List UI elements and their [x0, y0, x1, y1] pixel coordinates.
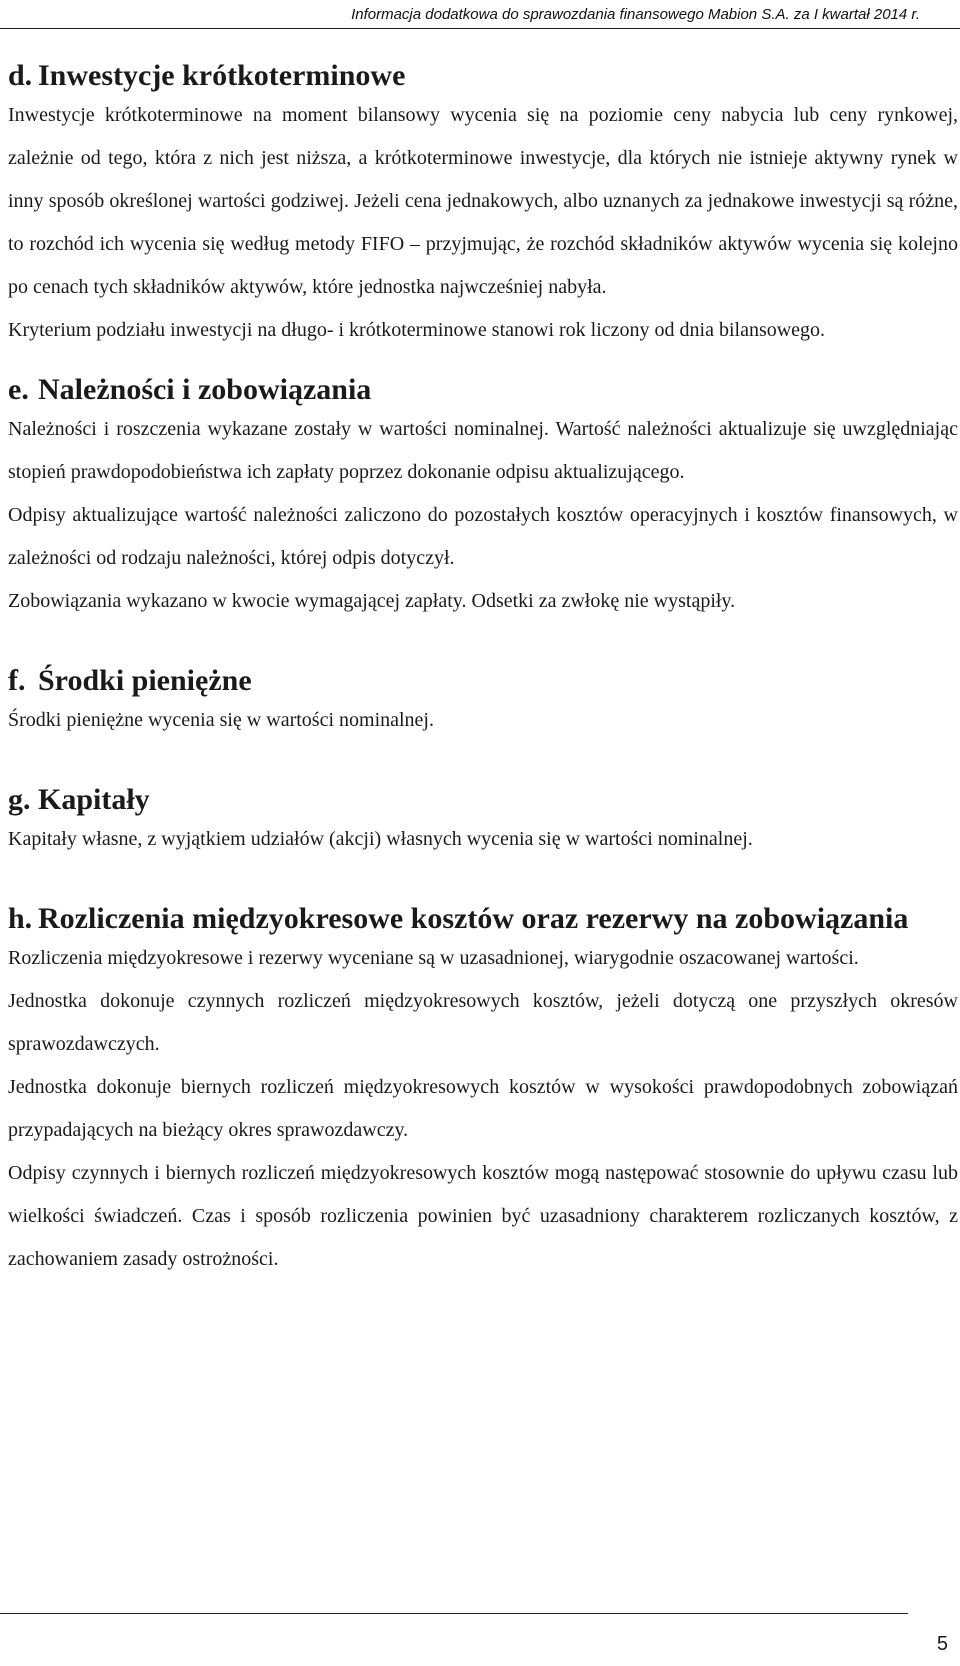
- section-title-e: [8, 372, 958, 408]
- paragraph: Kapitały własne, z wyjątkiem udziałów (akcji) własnych wycenia się w wartości nominalnej.: [8, 828, 753, 850]
- section-heading: Rozliczenia międzyokresowe kosztów oraz rezerwy na zobowiązania: [38, 902, 909, 935]
- section-letter: h.: [8, 902, 33, 935]
- document-body: [8, 58, 958, 1281]
- paragraph: Jednostka dokonuje czynnych rozliczeń międzyokresowych kosztów, jeżeli dotyczą one przyszłych okresów sprawozdawczych.: [8, 990, 958, 1055]
- paragraph: Jednostka dokonuje biernych rozliczeń międzyokresowych kosztów w wysokości prawdopodobnych zobowiązań przypadających na bieżący okres sprawozdawczy.: [8, 1076, 958, 1141]
- section-title-h: [8, 901, 958, 937]
- section-letter: e.: [8, 373, 29, 406]
- section-title-f: [8, 663, 958, 699]
- header-divider: [0, 28, 960, 29]
- paragraph: Inwestycje krótkoterminowe na moment bilansowy wycenia się na poziomie ceny nabycia lub ceny rynkowej, zależnie od tego, która z nich jest niższa, a krótkoterminowe inwestycje, dla których nie istnieje aktywny rynek w inny sposób określonej wartości godziwej. Jeżeli cena jednakowych, albo uznanych za jednakowe inwestycji są różne, to rozchód ich wycenia się według metody FIFO – przyjmując, że rozchód składników aktywów wycenia się kolejno po cenach tych składników aktywów, które jednostka najwcześniej nabyła.: [8, 104, 958, 298]
- section-title-g: [8, 782, 958, 818]
- paragraph: Odpisy aktualizujące wartość należności zaliczono do pozostałych kosztów operacyjnych i kosztów finansowych, w zależności od rodzaju należności, której odpis dotyczył.: [8, 504, 958, 569]
- paragraph: Należności i roszczenia wykazane zostały w wartości nominalnej. Wartość należności aktualizuje się uwzględniając stopień prawdopodobieństwa ich zapłaty poprzez dokonanie odpisu aktualizującego.: [8, 418, 958, 483]
- paragraph: Odpisy czynnych i biernych rozliczeń międzyokresowych kosztów mogą następować stosownie do upływu czasu lub wielkości świadczeń. Czas i sposób rozliczenia powinien być uzasadniony charakterem rozliczanych kosztów, z zachowaniem zasady ostrożności.: [8, 1162, 958, 1270]
- section-letter: d.: [8, 59, 33, 92]
- section-heading: Środki pieniężne: [38, 664, 252, 697]
- page-number: 5: [936, 1633, 948, 1655]
- section-title-d: [8, 58, 958, 94]
- section-heading: Inwestycje krótkoterminowe: [38, 59, 406, 92]
- section-heading: Kapitały: [38, 783, 150, 816]
- section-heading: Należności i zobowiązania: [38, 373, 372, 406]
- section-letter: g.: [8, 783, 31, 816]
- paragraph: Zobowiązania wykazano w kwocie wymagającej zapłaty. Odsetki za zwłokę nie wystąpiły.: [8, 590, 736, 612]
- paragraph: Rozliczenia międzyokresowe i rezerwy wyceniane są w uzasadnionej, wiarygodnie oszacowanej wartości.: [8, 947, 859, 969]
- paragraph: Kryterium podziału inwestycji na długo- i krótkoterminowe stanowi rok liczony od dnia bilansowego.: [8, 319, 826, 341]
- section-letter: f.: [8, 664, 26, 697]
- page-header: Informacja dodatkowa do sprawozdania finansowego Mabion S.A. za I kwartał 2014 r.: [351, 6, 920, 23]
- footer-divider: [0, 1613, 908, 1614]
- paragraph: Środki pieniężne wycenia się w wartości nominalnej.: [8, 709, 434, 731]
